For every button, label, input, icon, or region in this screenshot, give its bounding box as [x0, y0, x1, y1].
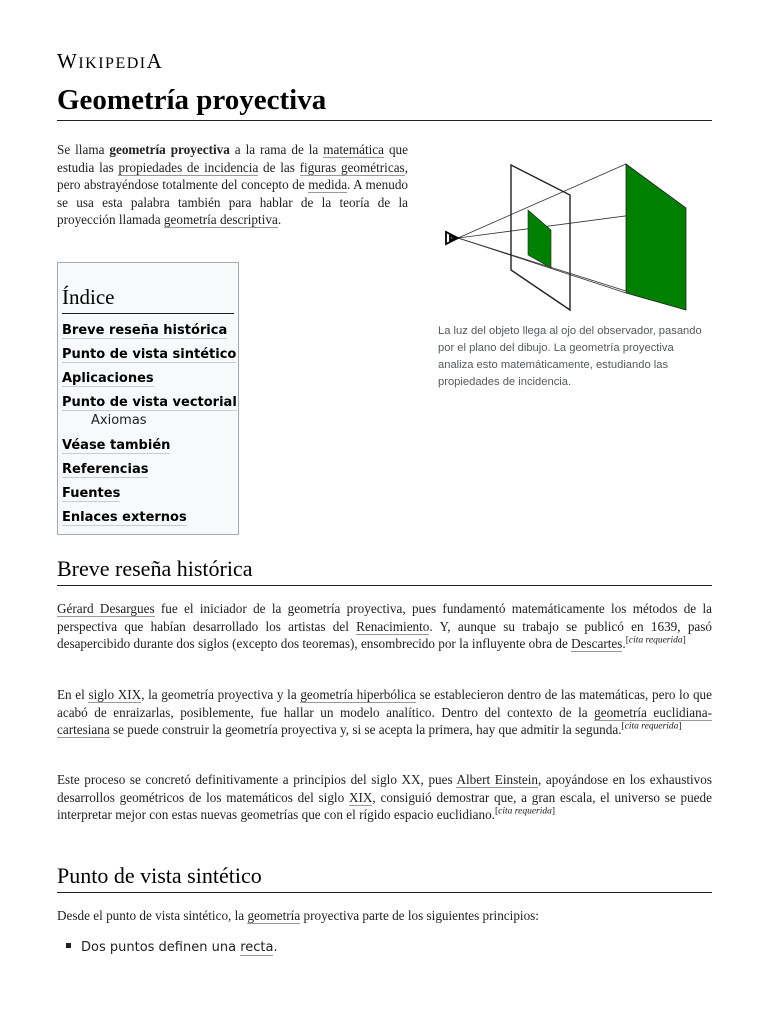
link-recta[interactable]: recta	[240, 940, 274, 955]
toc-item-enlaces-externos[interactable]: Enlaces externos	[62, 510, 187, 525]
link-geometria-descriptiva[interactable]: geometría descriptiva	[163, 212, 278, 227]
link-xix[interactable]: XIX	[348, 789, 373, 805]
toc-subitem-axiomas[interactable]: Axiomas	[91, 413, 147, 428]
citation-needed[interactable]: [cita requerida]	[494, 806, 556, 817]
bullet-marker	[66, 943, 71, 948]
toc-item-referencias[interactable]: Referencias	[62, 462, 149, 477]
logo-letter: W	[57, 49, 79, 73]
link-matematica[interactable]: matemática	[323, 142, 384, 157]
citation-needed[interactable]: [cita requerida]	[621, 721, 682, 732]
link-albert-einstein[interactable]: Albert Einstein	[456, 772, 538, 787]
citation-needed[interactable]: [cita requerida]	[625, 635, 686, 646]
logo-letter: A	[146, 49, 164, 73]
object-plane	[626, 164, 686, 310]
link-siglo-xix[interactable]: siglo XIX	[88, 687, 142, 702]
page-title: Geometría proyectiva	[57, 84, 712, 121]
link-gerard-desargues[interactable]: Gérard Desargues	[57, 601, 155, 616]
toc-title: Índice	[62, 285, 234, 314]
toc-item-aplicaciones[interactable]: Aplicaciones	[62, 371, 154, 386]
list-item: Dos puntos definen una recta.	[66, 940, 278, 955]
link-descartes[interactable]: Descartes	[571, 636, 623, 651]
sintetico-paragraph-1: Desde el punto de vista sintético, la geometría proyectiva parte de los siguientes principios:	[57, 908, 539, 923]
section-heading-breve-resena: Breve reseña histórica	[57, 556, 712, 586]
projection-diagram[interactable]	[438, 150, 713, 320]
historia-paragraph-1: Gérard Desargues fue el iniciador de la geometría proyectiva, pues fundamentó matemáticamente los métodos de la perspectiva que habían desarrollado los artistas del Renacimiento. Y, aunque su trabajo se publicó en 1639, pasó desapercibido durante dos siglos (excepto dos teoremas), ensombrecido por la influyente obra de Descartes.[cita requerida]	[57, 601, 712, 651]
intro-paragraph: Se llama geometría proyectiva a la rama de la matemática que estudia las propiedades de incidencia de las figuras geométricas, pero abstrayéndose totalmente del concepto de medida. A menudo se usa esta palabra también para hablar de la teoría de la proyección llamada geometría descriptiva.	[57, 142, 409, 227]
toc-item-punto-vectorial[interactable]: Punto de vista vectorial	[62, 395, 237, 410]
table-of-contents	[57, 262, 239, 535]
historia-paragraph-3: Este proceso se concretó definitivamente a principios del siglo XX, pues Albert Einstein, apoyándose en los exhaustivos desarrollos geométricos de los matemáticos del siglo XIX, consiguió demostrar que, a gran escala, el universo se puede interpretar mejor con estas nuevas geometrías que con el rígido espacio euclidiano.[cita requerida]	[57, 772, 712, 822]
wikipedia-logo[interactable]	[57, 49, 163, 74]
logo-letters: IKIPEDI	[78, 55, 147, 72]
toc-item-fuentes[interactable]: Fuentes	[62, 486, 121, 501]
figure-caption: La luz del objeto llega al ojo del observador, pasando por el plano del dibujo. La geometría proyectiva analiza esto matemáticamente, estudiando las propiedades de incidencia.	[438, 325, 702, 388]
link-geometria-hiperbolica[interactable]: geometría hiperbólica	[300, 687, 416, 702]
link-propiedades-incidencia[interactable]: propiedades de incidencia	[118, 159, 259, 175]
projected-image	[528, 210, 551, 268]
link-medida[interactable]: medida	[308, 177, 348, 192]
link-geometria[interactable]: geometría	[247, 908, 301, 923]
link-figuras-geometricas[interactable]: figuras geométricas	[299, 159, 405, 175]
historia-paragraph-2: En el siglo XIX, la geometría proyectiva y la geometría hiperbólica se establecieron dentro de las matemáticas, pero lo que acabó de enraizarlas, posiblemente, fue hallar un modelo analítico. Dentro del contexto de la geometría euclidiana-cartesiana se puede construir la geometría proyectiva y, si se acepta la primera, hay que admitir la segunda.[cita requerida]	[57, 687, 712, 737]
toc-item-breve-resena[interactable]: Breve reseña histórica	[62, 323, 228, 338]
eye-icon	[446, 232, 458, 244]
toc-item-vease-tambien[interactable]: Véase también	[62, 438, 171, 453]
section-heading-punto-sintetico: Punto de vista sintético	[57, 863, 712, 893]
toc-item-punto-sintetico[interactable]: Punto de vista sintético	[62, 347, 237, 362]
link-geometria-euclidiana-cartesiana[interactable]: geometría euclidiana-cartesiana	[57, 704, 712, 737]
link-renacimiento[interactable]: Renacimiento	[356, 618, 430, 634]
